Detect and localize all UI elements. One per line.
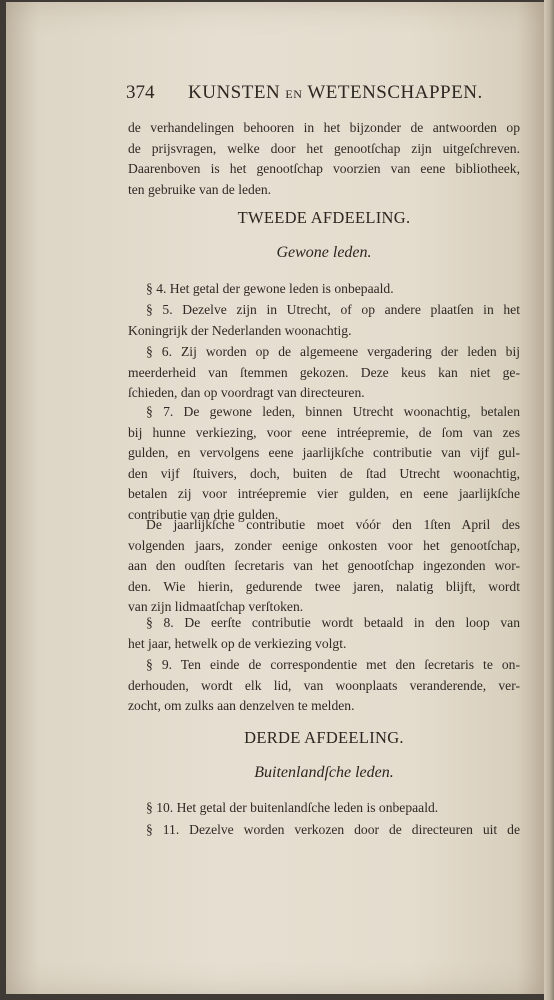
text-line: de prijsvragen, welke door het genootſchap zijn uitgeſchreven. (128, 140, 520, 156)
text-line: § 4. Het getal der gewone leden is onbepaald. (146, 281, 394, 296)
paragraph-7 (128, 402, 520, 525)
text-line: Koningrijk der Nederlanden woonachtig. (128, 322, 352, 338)
paragraph-8 (128, 613, 520, 654)
paragraph-10 (128, 798, 520, 819)
running-head (188, 82, 483, 104)
page-edge (544, 0, 554, 1000)
text-line: Daarenboven is het genootſchap voorzien van eene bibliotheek, (128, 161, 520, 176)
text-line: § 7. De gewone leden, binnen Utrecht woonachtig, betalen (146, 404, 520, 419)
text-line: aan den oudſten ſecretaris van het genootſchap ingezonden wor- (128, 558, 520, 573)
running-head-part-2: EN (285, 87, 303, 101)
text-line: § 6. Zij worden op de algemeene vergadering der leden bij (146, 344, 520, 359)
text-line: § 11. Dezelve worden verkozen door de directeuren uit de (146, 822, 520, 837)
text-line: den vijf ſtuivers, doch, buiten de ſtad Utrecht woonachtig, (128, 465, 520, 481)
paragraph-11 (128, 820, 520, 841)
text-line: ten gebruike van de leden. (128, 181, 272, 197)
text-line: zocht, om zulks aan denzelven te melden. (128, 698, 355, 713)
paragraph-contributie (128, 515, 520, 618)
text-line: bij hunne verkiezing, voor eene intréepremie, de ſom van zes (128, 424, 520, 440)
page-number: 374 (126, 82, 155, 103)
paragraph-9 (128, 655, 520, 717)
text-line: den. Wie hierin, gedurende twee jaren, nalatig blijft, wordt (128, 578, 520, 594)
paragraph-6 (128, 342, 520, 404)
text-line: § 10. Het getal der buitenlandſche leden is onbepaald. (146, 800, 439, 815)
text-line: ſchieden, dan op voordragt van directeuren. (128, 385, 365, 400)
text-line: derhouden, wordt elk lid, van woonplaats veranderende, ver- (128, 677, 520, 693)
running-head-part-3: WETENSCHAPPEN. (302, 82, 483, 103)
text-line: contributie van drie gulden. (128, 506, 279, 522)
text-line: van zijn lidmaatſchap verſtoken. (128, 599, 304, 614)
paragraph-4 (128, 279, 520, 300)
section-subheading-gewone: Gewone leden. (276, 244, 372, 261)
text-line: gulden, en vervolgens eene jaarlijkſche contributie van vijf gul- (128, 445, 520, 460)
section-subheading-buitenlandsche: Buitenlandſche leden. (254, 764, 394, 781)
section-heading-tweede: TWEEDE AFDEELING. (237, 208, 411, 227)
text-line: de verhandelingen behooren in het bijzonder de antwoorden op (128, 120, 520, 135)
section-heading-derde: DERDE AFDEELING. (244, 728, 404, 747)
text-line: meerderheid van ſtemmen gekozen. Deze keus kan niet ge- (128, 364, 520, 380)
text-line: betalen zij voor intréepremie vier gulden, en eene jaarlijkſche (128, 486, 520, 501)
text-line: De jaarlijkſche contributie moet vóór den 1ſten April des (146, 517, 520, 532)
text-line: volgenden jaars, zonder eenige onkosten voor het genootſchap, (128, 537, 520, 553)
paragraph-5 (128, 300, 520, 341)
text-line: § 5. Dezelve zijn in Utrecht, of op andere plaatſen in het (146, 302, 520, 317)
running-head-part-1: KUNSTEN (188, 82, 286, 103)
text-line: § 9. Ten einde de correspondentie met den ſecretaris te on- (146, 657, 520, 672)
text-line: § 8. De eerſte contributie wordt betaald in den loop van (146, 615, 520, 630)
text-line: het jaar, hetwelk op de verkiezing volgt. (128, 635, 347, 651)
intro-paragraph (128, 118, 520, 200)
